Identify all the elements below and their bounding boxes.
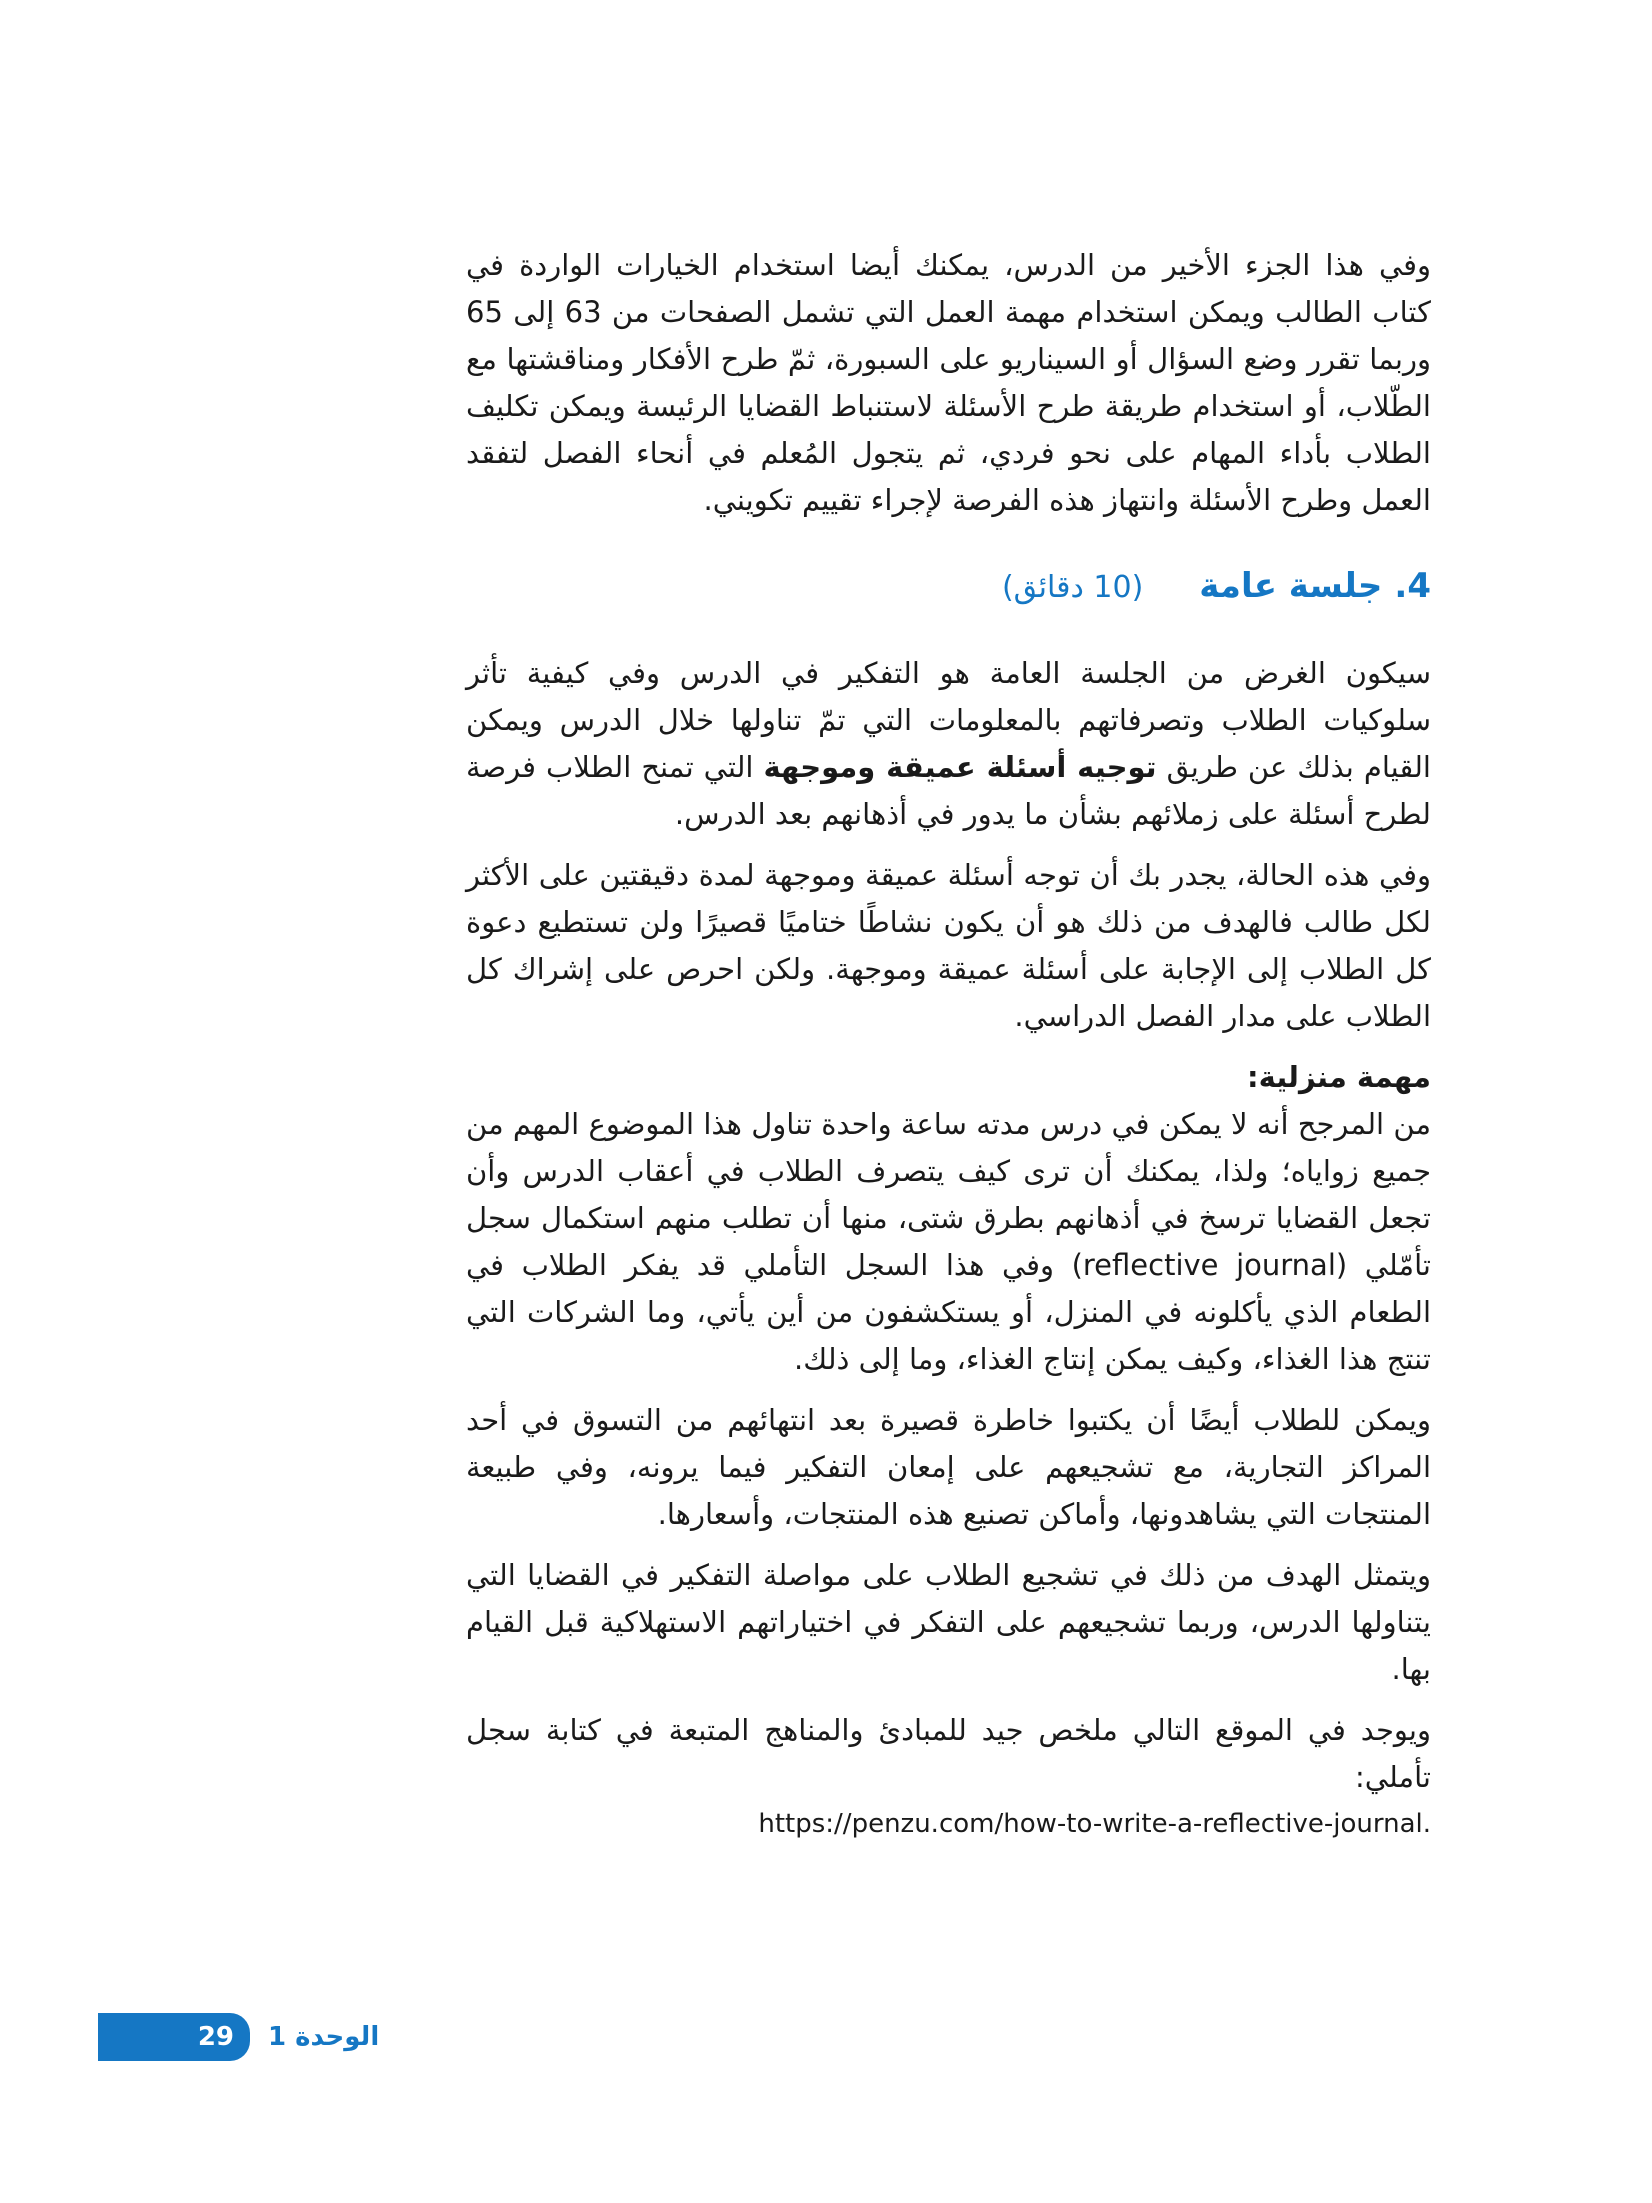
plenary-paragraph	[466, 650, 1431, 838]
homework-heading: مهمة منزلية:	[1247, 1060, 1431, 1094]
page-number: 29	[197, 2022, 234, 2052]
goal-paragraph: ويتمثل الهدف من ذلك في تشجيع الطلاب على مواصلة التفكير في القضايا التي يتناولها الدرس، وربما تشجيعهم على التفكر في اختياراتهم الاستهلاكية قبل القيام بها.	[466, 1558, 1431, 1686]
unit-label: الوحدة 1	[268, 2022, 380, 2052]
plenary-text-start: سيكون الغرض من الجلسة العامة هو التفكير في الدرس وفي كيفية تأثر سلوكيات الطلاب وتصرفاتهم بالمعلومات التي تمّ تناولها خلال الدرس ويمكن القيام بذلك عن طريق	[466, 656, 1431, 784]
section-duration: (10 دقائق)	[1001, 570, 1144, 605]
reference-paragraph: ويوجد في الموقع التالي ملخص جيد للمبادئ والمناهج المتبعة في كتابة سجل تأملي:	[466, 1713, 1431, 1794]
plenary-bold-phrase: توجيه أسئلة عميقة وموجهة	[763, 750, 1157, 784]
section-heading	[466, 562, 1431, 612]
homework-paragraph: من المرجح أنه لا يمكن في درس مدته ساعة واحدة تناول هذا الموضوع المهم من جميع زواياه؛ ولذا، يمكنك أن ترى كيف يتصرف الطلاب في أعقاب الدرس وأن تجعل القضايا ترسخ في أذهانهم بطرق شتى، منها أن تطلب منهم استكمال سجل تأمّلي (reflective journal) وفي هذا السجل التأملي قد يفكر الطلاب في الطعام الذي يأكلونه في المنزل، أو يستكشفون من أين يأتي، وما الشركات التي تنتج هذا الغذاء، وكيف يمكن إنتاج الغذاء، وما إلى ذلك.	[466, 1107, 1431, 1376]
questions-paragraph: وفي هذه الحالة، يجدر بك أن توجه أسئلة عميقة وموجهة لمدة دقيقتين على الأكثر لكل طالب فالهدف من ذلك هو أن يكون نشاطًا ختاميًا قصيرًا ولن تستطيع دعوة كل الطلاب إلى الإجابة على أسئلة عميقة وموجهة. ولكن احرص على إشراك كل الطلاب على مدار الفصل الدراسي.	[466, 858, 1431, 1033]
section-title: جلسة عامة	[1199, 566, 1383, 606]
section-number: 4.	[1394, 566, 1431, 606]
page-footer	[98, 2013, 398, 2061]
intro-paragraph: وفي هذا الجزء الأخير من الدرس، يمكنك أيضا استخدام الخيارات الواردة في كتاب الطالب ويمكن استخدام مهمة العمل التي تشمل الصفحات من 63 إلى 65 وربما تقرر وضع السؤال أو السيناريو على السبورة، ثمّ طرح الأفكار ومناقشتها مع الطّلاب، أو استخدام طريقة طرح الأسئلة لاستنباط القضايا الرئيسة ويمكن تكليف الطلاب بأداء المهام على نحو فردي، ثم يتجول المُعلم في أنحاء الفصل لتفقد العمل وطرح الأسئلة وانتهاز هذه الفرصة لإجراء تقييم تكويني.	[466, 248, 1431, 517]
page-body	[466, 242, 1431, 1848]
reference-link[interactable]: https://penzu.com/how-to-write-a-reflective-journal.	[758, 1809, 1431, 1839]
page-number-tab	[98, 2013, 250, 2061]
plenary-text-end: التي تمنح الطلاب فرصة لطرح أسئلة على زملائهم بشأن ما يدور في أذهانهم بعد الدرس.	[466, 750, 1431, 831]
shopping-paragraph: ويمكن للطلاب أيضًا أن يكتبوا خاطرة قصيرة بعد انتهائهم من التسوق في أحد المراكز التجارية، مع تشجيعهم على إمعان التفكير فيما يرونه، وفي طبيعة المنتجات التي يشاهدونها، وأماكن تصنيع هذه المنتجات، وأسعارها.	[466, 1403, 1431, 1531]
